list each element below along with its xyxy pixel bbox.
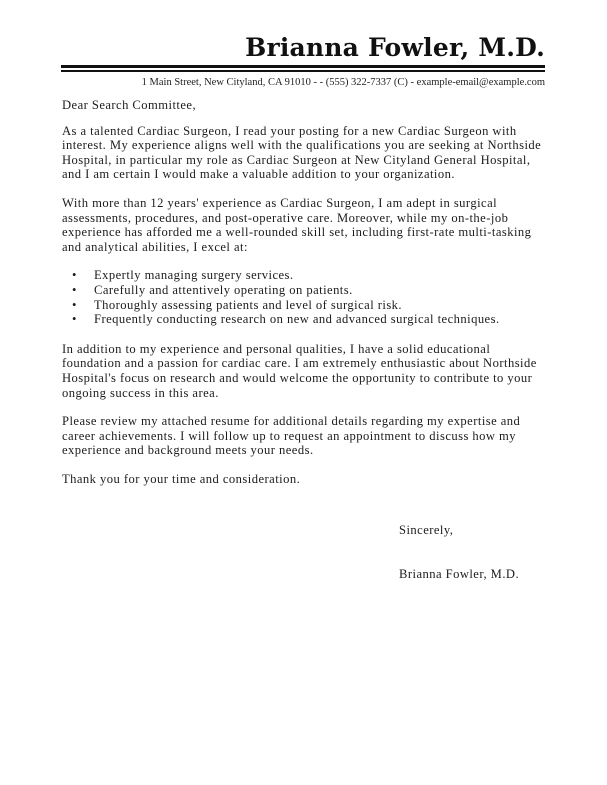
paragraph-education: In addition to my experience and personal qualities, I have a solid educational foundation and a passion for cardiac care. I am extremely enthusiastic about Northside Hospital's focus on research and would welcome the opportunity to contribute to your ongoing success in this area. [62, 341, 537, 400]
header-rule-thick [61, 65, 545, 68]
paragraph-followup: Please review my attached resume for additional details regarding my expertise and career achievements. I will follow up to request an appointment to discuss how my experience and background meets your needs. [62, 414, 521, 458]
paragraph-thanks: Thank you for your time and consideration. [62, 471, 301, 486]
list-item: • Carefully and attentively operating on patients. [94, 283, 552, 298]
letter-body [62, 98, 552, 500]
header-rule-thin [61, 70, 545, 72]
list-item: • Frequently conducting research on new and advanced surgical techniques. [94, 312, 552, 327]
paragraph-experience: With more than 12 years' experience as Cardiac Surgeon, I am adept in surgical assessments, procedures, and post-operative care. Moreover, while my on-the-job experience has afforded me a well-rounded skill set, including first-rate multi-tasking and analytical abilities, I excel at: [62, 195, 532, 254]
signature: Brianna Fowler, M.D. [399, 567, 520, 581]
closing: Sincerely, [399, 523, 454, 537]
paragraph-intro: As a talented Cardiac Surgeon, I read your posting for a new Cardiac Surgeon with interest. My experience aligns well with the qualifications you are seeking at Northside Hospital, in particular my role as Cardiac Surgeon at New Cityland General Hospital, and I am certain I would make a valuable addition to your organization. [62, 123, 542, 182]
list-item: • Expertly managing surgery services. [94, 268, 552, 283]
contact-line: 1 Main Street, New Cityland, CA 91010 - - (555) 322-7337 (C) - example-email@example.com [141, 77, 545, 88]
salutation: Dear Search Committee, [62, 98, 197, 112]
skills-list [62, 268, 552, 326]
sender-name: Brianna Fowler, M.D. [245, 33, 545, 62]
list-item: • Thoroughly assessing patients and level of surgical risk. [94, 298, 552, 313]
